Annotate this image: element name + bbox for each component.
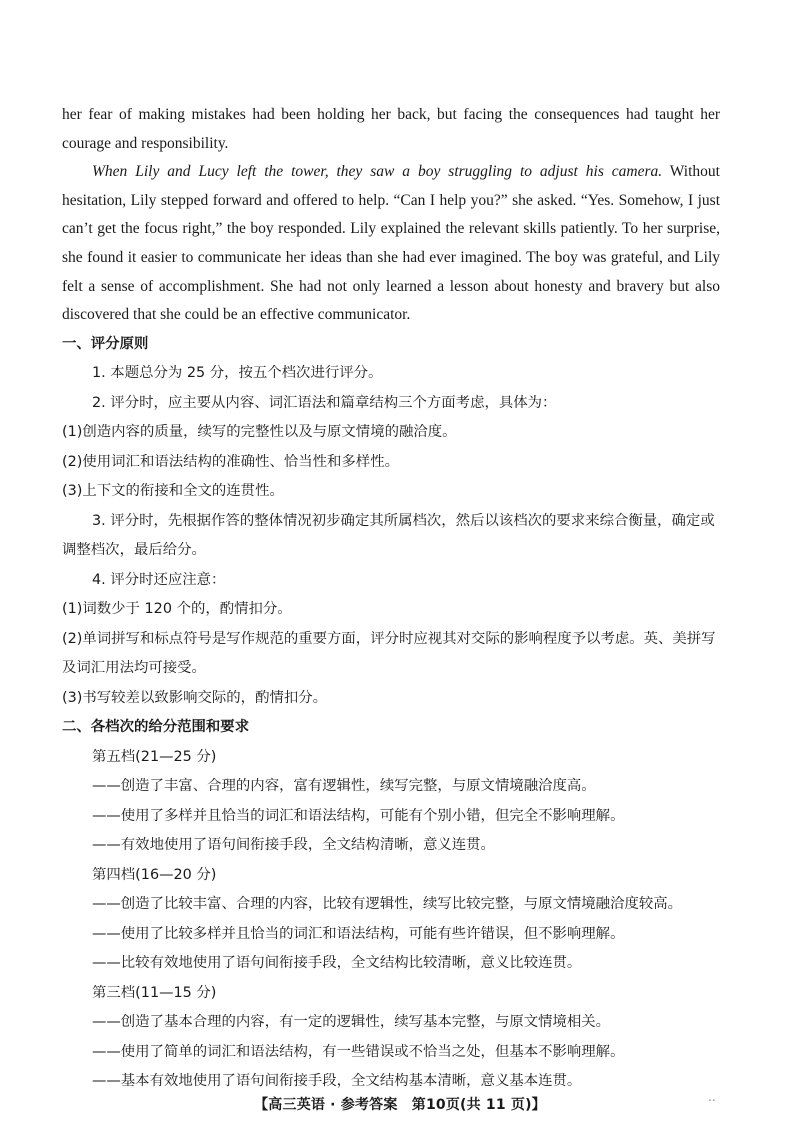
grade-5-criterion-2: ——使用了多样并且恰当的词汇和语法结构，可能有个别小错，但完全不影响理解。 xyxy=(92,807,625,824)
essay-paragraph-2-body: Without hesitation, Lily stepped forward and offered to help. “Can I help you?” she asked. “Yes. Somehow, I just can’t get the focus right,” the boy responded. Lily explained the relevant skills patiently. To her surprise, she found it easier to communicate her ideas than she had ever imagined. The boy was grateful, and Lily felt a sense of accomplishment. She had not only learned a lesson about honesty and bravery but also discovered that she could be an effective communicator. xyxy=(62,163,720,324)
essay-paragraph-2 xyxy=(62,158,720,330)
essay-paragraph-1: her fear of making mistakes had been holding her back, but facing the consequences had taught her courage and responsibility. xyxy=(62,106,720,152)
section2-title: 二、各档次的给分范围和要求 xyxy=(62,719,250,736)
rule-item-2: 2. 评分时，应主要从内容、词汇语法和篇章结构三个方面考虑，具体为： xyxy=(92,394,557,411)
page-footer: 【高三英语 · 参考答案 第10页(共 11 页)】 xyxy=(254,1097,546,1113)
page-content xyxy=(62,101,720,1097)
essay-paragraph-2-lead: When Lily and Lucy left the tower, they saw a boy struggling to adjust his camera. xyxy=(92,163,663,181)
grade-4-criterion-3: ——比较有效地使用了语句间衔接手段，全文结构比较清晰，意义比较连贯。 xyxy=(92,955,582,972)
grade-4-title: 第四档(16—20 分) xyxy=(92,866,217,883)
rule-item-4-sub-3: (3)书写较差以致影响交际的，酌情扣分。 xyxy=(62,689,328,706)
rule-item-1: 1. 本题总分为 25 分，按五个档次进行评分。 xyxy=(92,365,383,382)
grade-4-criterion-1: ——创造了比较丰富、合理的内容，比较有逻辑性，续写比较完整，与原文情境融洽度较高。 xyxy=(92,896,683,913)
grade-5-criterion-1: ——创造了丰富、合理的内容，富有逻辑性，续写完整，与原文情境融洽度高。 xyxy=(92,778,596,795)
grade-3-title: 第三档(11—15 分) xyxy=(92,984,217,1001)
rule-item-4-sub-2: (2)单词拼写和标点符号是写作规范的重要方面，评分时应视其对交际的影响程度予以考虑。英、美拼写及词汇用法均可接受。 xyxy=(62,630,716,677)
grade-5-criterion-3: ——有效地使用了语句间衔接手段，全文结构清晰，意义连贯。 xyxy=(92,837,495,854)
grade-3-criterion-3: ——基本有效地使用了语句间衔接手段，全文结构基本清晰，意义基本连贯。 xyxy=(92,1073,582,1090)
rule-item-2-sub-1: (1)创造内容的质量，续写的完整性以及与原文情境的融洽度。 xyxy=(62,424,457,441)
grade-3-criterion-1: ——创造了基本合理的内容，有一定的逻辑性，续写基本完整，与原文情境相关。 xyxy=(92,1014,611,1031)
rule-item-2-sub-3: (3)上下文的衔接和全文的连贯性。 xyxy=(62,483,284,500)
rule-item-4: 4. 评分时还应注意： xyxy=(92,571,226,588)
rule-item-2-sub-2: (2)使用词汇和语法结构的准确性、恰当性和多样性。 xyxy=(62,453,399,470)
grade-3-criterion-2: ——使用了简单的词汇和语法结构，有一些错误或不恰当之处，但基本不影响理解。 xyxy=(92,1043,625,1060)
rule-item-4-sub-1: (1)词数少于 120 个的，酌情扣分。 xyxy=(62,601,292,618)
corner-mark: .. xyxy=(708,1090,716,1104)
rule-item-3: 3. 评分时，先根据作答的整体情况初步确定其所属档次，然后以该档次的要求来综合衡量，确定或调整档次，最后给分。 xyxy=(62,512,715,559)
section1-title: 一、评分原则 xyxy=(62,335,149,352)
grade-5-title: 第五档(21—25 分) xyxy=(92,748,217,765)
grade-4-criterion-2: ——使用了比较多样并且恰当的词汇和语法结构，可能有些许错误，但不影响理解。 xyxy=(92,925,625,942)
